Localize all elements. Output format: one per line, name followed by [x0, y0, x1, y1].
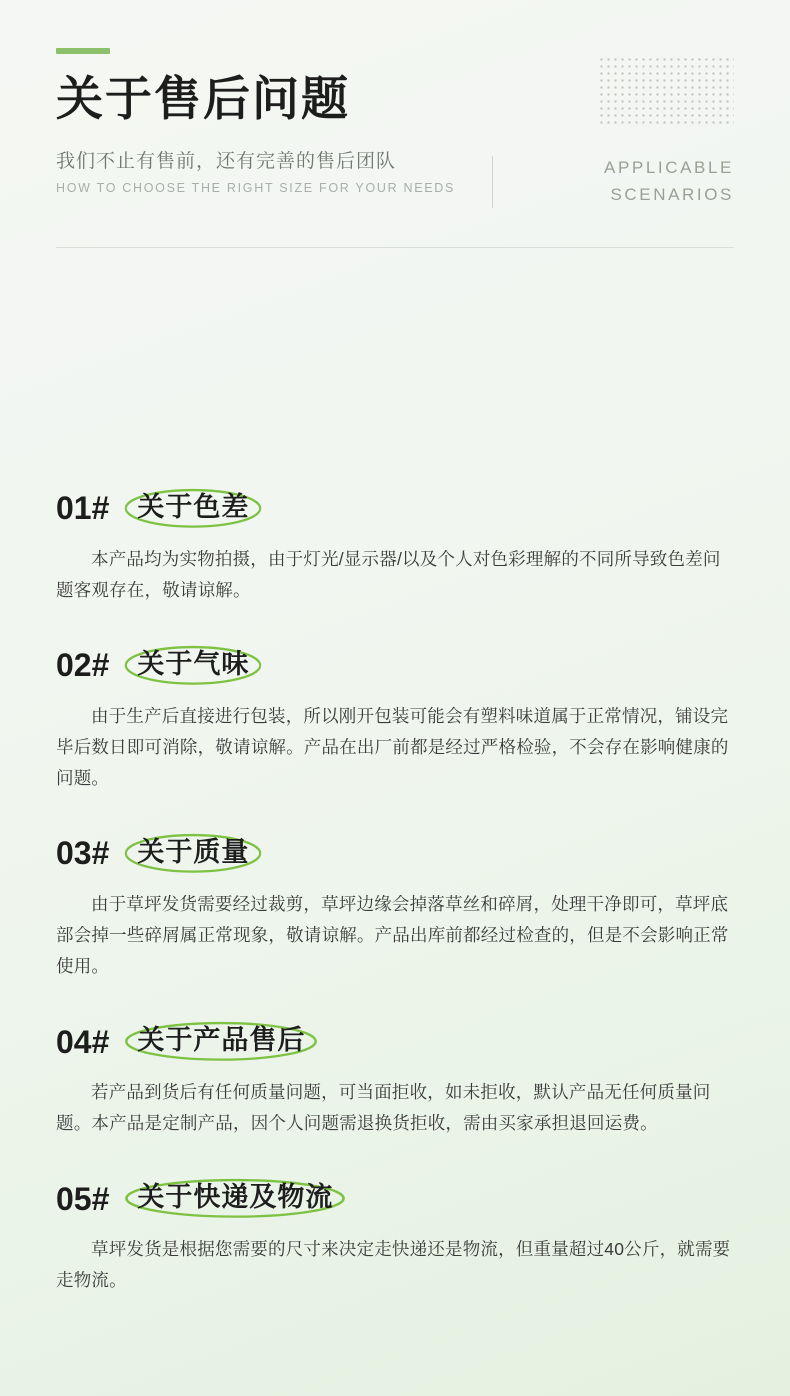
- faq-number: 02#: [56, 647, 110, 684]
- faq-title: 关于色差: [137, 492, 250, 523]
- faq-title-wrap: [123, 644, 263, 687]
- horizontal-divider: [56, 247, 734, 248]
- faq-number: 03#: [56, 835, 110, 872]
- faq-item: [56, 644, 734, 794]
- accent-bar: [56, 48, 110, 54]
- faq-item-header: [56, 644, 734, 687]
- dot-pattern-decoration: [598, 56, 734, 128]
- faq-title: 关于质量: [137, 837, 250, 868]
- faq-title-wrap: [123, 487, 263, 530]
- faq-title-wrap: [123, 832, 263, 875]
- faq-item: [56, 487, 734, 606]
- faq-item-header: [56, 832, 734, 875]
- faq-body: 由于草坪发货需要经过裁剪，草坪边缘会掉落草丝和碎屑，处理干净即可，草坪底部会掉一些碎屑属正常现象，敬请谅解。产品出库前都经过检查的，但是不会影响正常使用。: [56, 893, 729, 977]
- faq-title: 关于气味: [137, 649, 250, 680]
- faq-body: 若产品到货后有任何质量问题，可当面拒收，如未拒收，默认产品无任何质量问题。本产品是定制产品，因个人问题需退换货拒收，需由买家承担退回运费。: [56, 1081, 711, 1134]
- subtitle-english: HOW TO CHOOSE THE RIGHT SIZE FOR YOUR NEEDS: [56, 181, 456, 196]
- faq-item: [56, 1020, 734, 1139]
- vertical-divider: [492, 156, 493, 208]
- faq-body: 本产品均为实物拍摄，由于灯光/显示器/以及个人对色彩理解的不同所导致色差问题客观存在，敬请谅解。: [56, 548, 721, 600]
- faq-number: 04#: [56, 1023, 110, 1060]
- header-right-block: [514, 56, 734, 208]
- faq-item: [56, 1177, 734, 1296]
- faq-item-header: [56, 1177, 734, 1220]
- faq-item-header: [56, 1020, 734, 1063]
- subtitle-chinese: 我们不止有售前，还有完善的售后团队: [56, 151, 397, 173]
- faq-body: 草坪发货是根据您需要的尺寸来决定走快递还是物流，但重量超过40公斤，就需要走物流。: [56, 1238, 731, 1291]
- faq-item-header: [56, 487, 734, 530]
- faq-body: 由于生产后直接进行包装，所以刚开包装可能会有塑料味道属于正常情况，铺设完毕后数日即可消除，敬请谅解。产品在出厂前都是经过严格检验，不会存在影响健康的问题。: [56, 705, 729, 788]
- faq-number: 01#: [56, 490, 110, 527]
- faq-item: [56, 832, 734, 982]
- applicable-scenarios-label: [514, 154, 734, 208]
- faq-title-wrap: [123, 1177, 347, 1220]
- faq-title-wrap: [123, 1020, 319, 1063]
- faq-title: 关于产品售后: [137, 1025, 306, 1056]
- scenarios-line-2: SCENARIOS: [610, 185, 734, 205]
- page-title: 关于售后问题: [56, 72, 350, 125]
- faq-number: 05#: [56, 1180, 110, 1217]
- scenarios-line-1: APPLICABLE: [604, 158, 734, 177]
- faq-list: [0, 195, 790, 1296]
- faq-title: 关于快递及物流: [137, 1182, 334, 1213]
